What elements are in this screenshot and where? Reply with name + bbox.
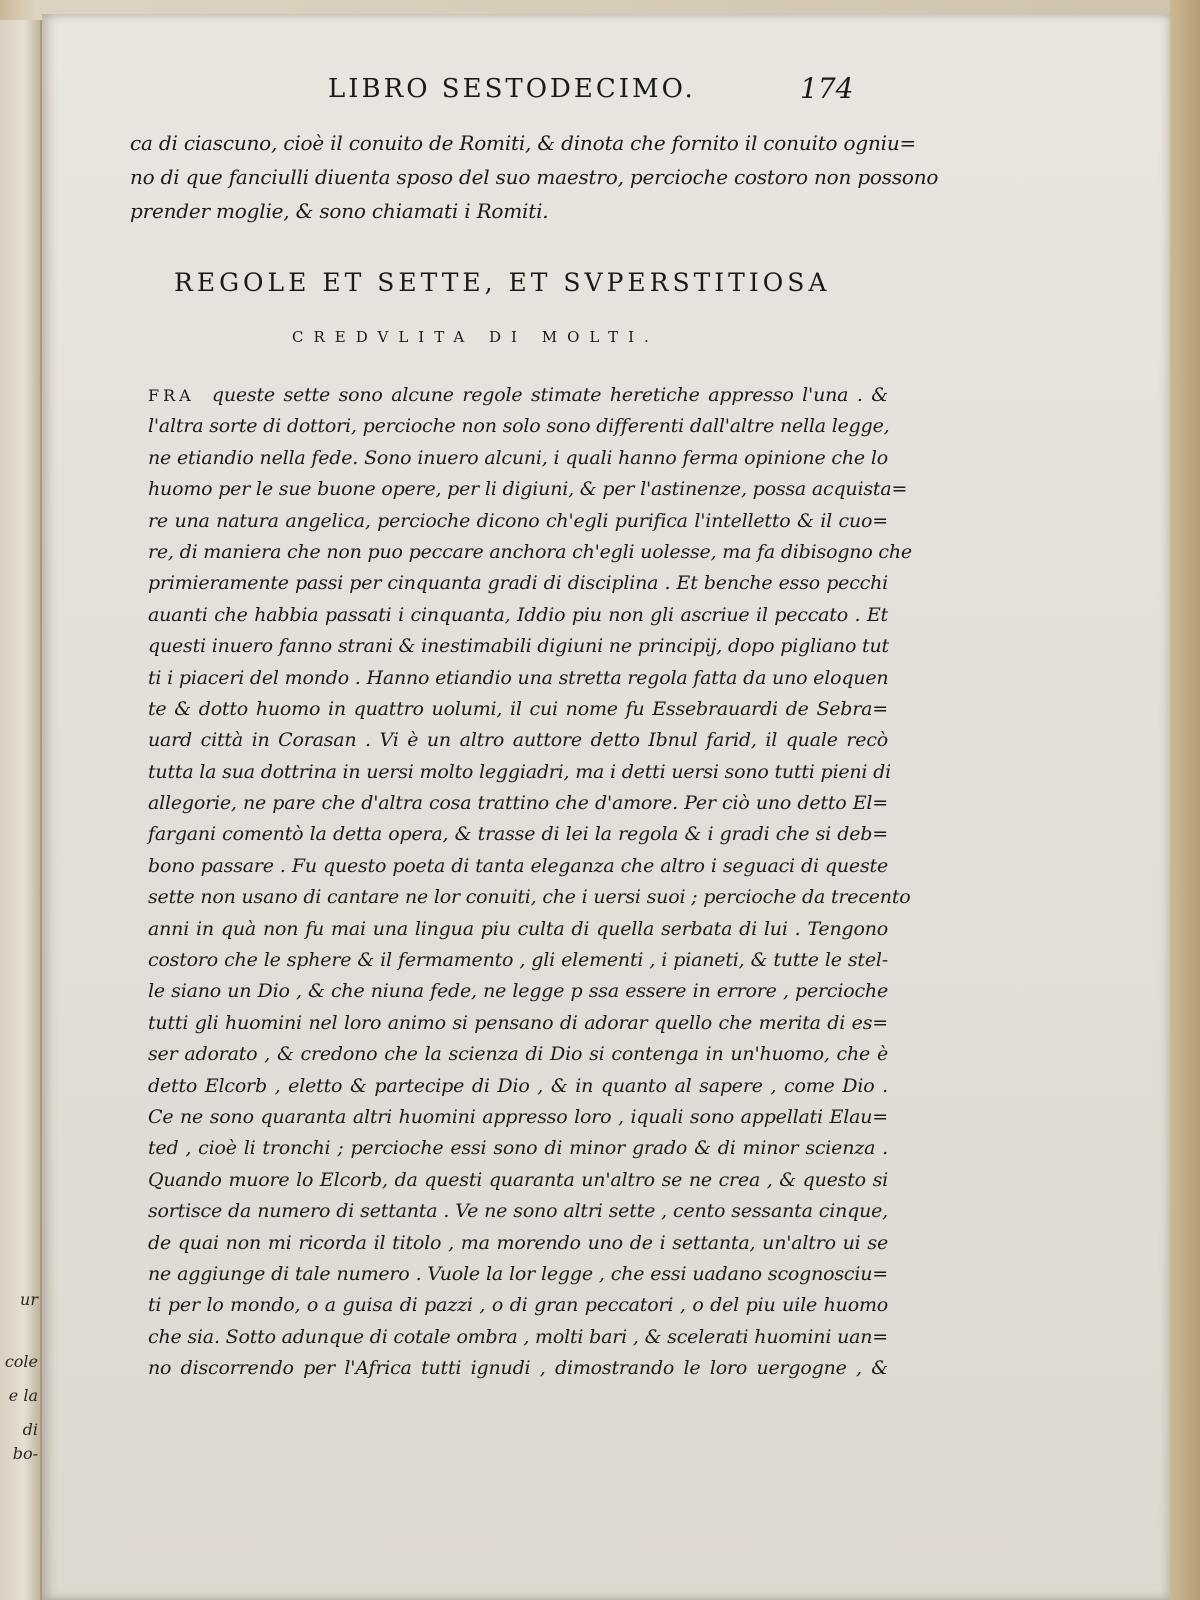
text-line: re, di maniera che non puo peccare anchora ch'egli uolesse, ma fa dibisogno che bbox=[148, 540, 912, 563]
text-line: l'altra sorte di dottori, percioche non solo sono differenti dall'altre nella legge, bbox=[148, 415, 890, 438]
text-line: ti i piaceri del mondo . Hanno etiandio una stretta regola fatta da uno eloquen bbox=[148, 666, 889, 689]
text-line: no discorrendo per l'Africa tutti ignudi , dimostrando le loro uergogne , & bbox=[148, 1357, 888, 1380]
text-line: sette non usano di cantare ne lor conuiti, che i uersi suoi ; percioche da trecento bbox=[148, 886, 911, 909]
section-subheading: CREDVLITA DI MOLTI. bbox=[292, 328, 659, 346]
margin-fragment: cole bbox=[4, 1352, 38, 1371]
text-line: costoro che le sphere & il fermamento , gli elementi , i pianeti, & tutte le stel- bbox=[148, 949, 888, 972]
text-line: le siano un Dio , & che niuna fede, ne legge p ssa essere in errore , percioche bbox=[148, 980, 888, 1003]
text-line: ne aggiunge di tale numero . Vuole la lor legge , che essi uadano scognosciu= bbox=[148, 1262, 888, 1285]
text-line: Ce ne sono quaranta altri huomini appresso loro , iquali sono appellati Elau= bbox=[148, 1105, 888, 1128]
text-line: detto Elcorb , eletto & partecipe di Dio , & in quanto al sapere , come Dio . bbox=[148, 1074, 888, 1097]
text-line: ser adorato , & credono che la scienza di Dio si contenga in un'huomo, che è bbox=[148, 1043, 888, 1066]
text-line: ne etiandio nella fede. Sono inuero alcuni, i quali hanno ferma opinione che lo bbox=[148, 446, 888, 469]
text-line: tutta la sua dottrina in uersi molto leggiadri, ma i detti uersi sono tutti pieni di bbox=[148, 760, 891, 783]
text-line: ti per lo mondo, o a guisa di pazzi , o di gran peccatori , o del piu uile huomo bbox=[148, 1294, 888, 1317]
section-heading: REGOLE ET SETTE, ET SVPERSTITIOSA bbox=[174, 268, 831, 297]
page-header bbox=[320, 72, 860, 112]
page-number: 174 bbox=[800, 72, 854, 105]
text-line: no di que fanciulli diuenta sposo del suo maestro, percioche costoro non possono bbox=[130, 165, 939, 189]
dropcap: FRA bbox=[148, 386, 195, 405]
text-line: auanti che habbia passati i cinquanta, Iddio piu non gli ascriue il peccato . Et bbox=[148, 603, 888, 626]
text-line: prender moglie, & sono chiamati i Romiti. bbox=[130, 199, 549, 223]
first-line-text: queste sette sono alcune regole stimate heretiche appresso l'una . & bbox=[211, 384, 888, 406]
right-edge bbox=[1170, 0, 1200, 1600]
running-head: LIBRO SESTODECIMO. bbox=[328, 74, 696, 104]
text-line: bono passare . Fu questo poeta di tanta eleganza che altro i seguaci di queste bbox=[148, 854, 888, 877]
text-line: sortisce da numero di settanta . Ve ne sono altri sette , cento sessanta cinque, bbox=[148, 1200, 888, 1223]
facing-page-edge bbox=[0, 20, 42, 1600]
text-line: Quando muore lo Elcorb, da questi quaranta un'altro se ne crea , & questo si bbox=[148, 1168, 888, 1191]
margin-fragment: e la bbox=[8, 1386, 38, 1405]
text-line: fargani comentò la detta opera, & trasse di lei la regola & i gradi che si deb= bbox=[148, 823, 888, 846]
margin-fragment: di bo- bbox=[12, 1420, 38, 1463]
text-line: allegorie, ne pare che d'altra cosa trattino che d'amore. Per ciò uno detto El= bbox=[148, 792, 888, 815]
top-paragraph bbox=[130, 126, 939, 228]
text-line: uard città in Corasan . Vi è un altro auttore detto Ibnul farid, il quale recò bbox=[148, 729, 888, 752]
text-line: ted , cioè li tronchi ; percioche essi sono di minor grado & di minor scienza . bbox=[148, 1137, 888, 1160]
text-line: anni in quà non fu mai una lingua piu culta di quella serbata di lui . Tengono bbox=[148, 917, 888, 940]
text-line: de quai non mi ricorda il titolo , ma morendo uno de i settanta, un'altro ui se bbox=[148, 1231, 888, 1254]
text-line: che sia. Sotto adunque di cotale ombra , molti bari , & scelerati huomini uan= bbox=[148, 1325, 888, 1348]
margin-fragment: ur bbox=[20, 1290, 38, 1309]
body-paragraph bbox=[148, 380, 912, 1385]
text-line: tutti gli huomini nel loro animo si pensano di adorar quello che merita di es= bbox=[148, 1011, 888, 1034]
text-line: primieramente passi per cinquanta gradi di disciplina . Et benche esso pecchi bbox=[148, 572, 888, 595]
text-line: questi inuero fanno strani & inestimabili digiuni ne principij, dopo pigliano tut bbox=[148, 635, 889, 658]
text-line: huomo per le sue buone opere, per li digiuni, & per l'astinenze, possa acquista= bbox=[148, 478, 908, 501]
text-line: re una natura angelica, percioche dicono ch'egli purifica l'intelletto & il cuo= bbox=[148, 509, 888, 532]
text-line: ca di ciascuno, cioè il conuito de Romiti, & dinota che fornito il conuito ogniu= bbox=[130, 131, 917, 155]
text-line bbox=[148, 380, 888, 411]
text-line: te & dotto huomo in quattro uolumi, il cui nome fu Essebrauardi de Sebra= bbox=[148, 697, 888, 720]
